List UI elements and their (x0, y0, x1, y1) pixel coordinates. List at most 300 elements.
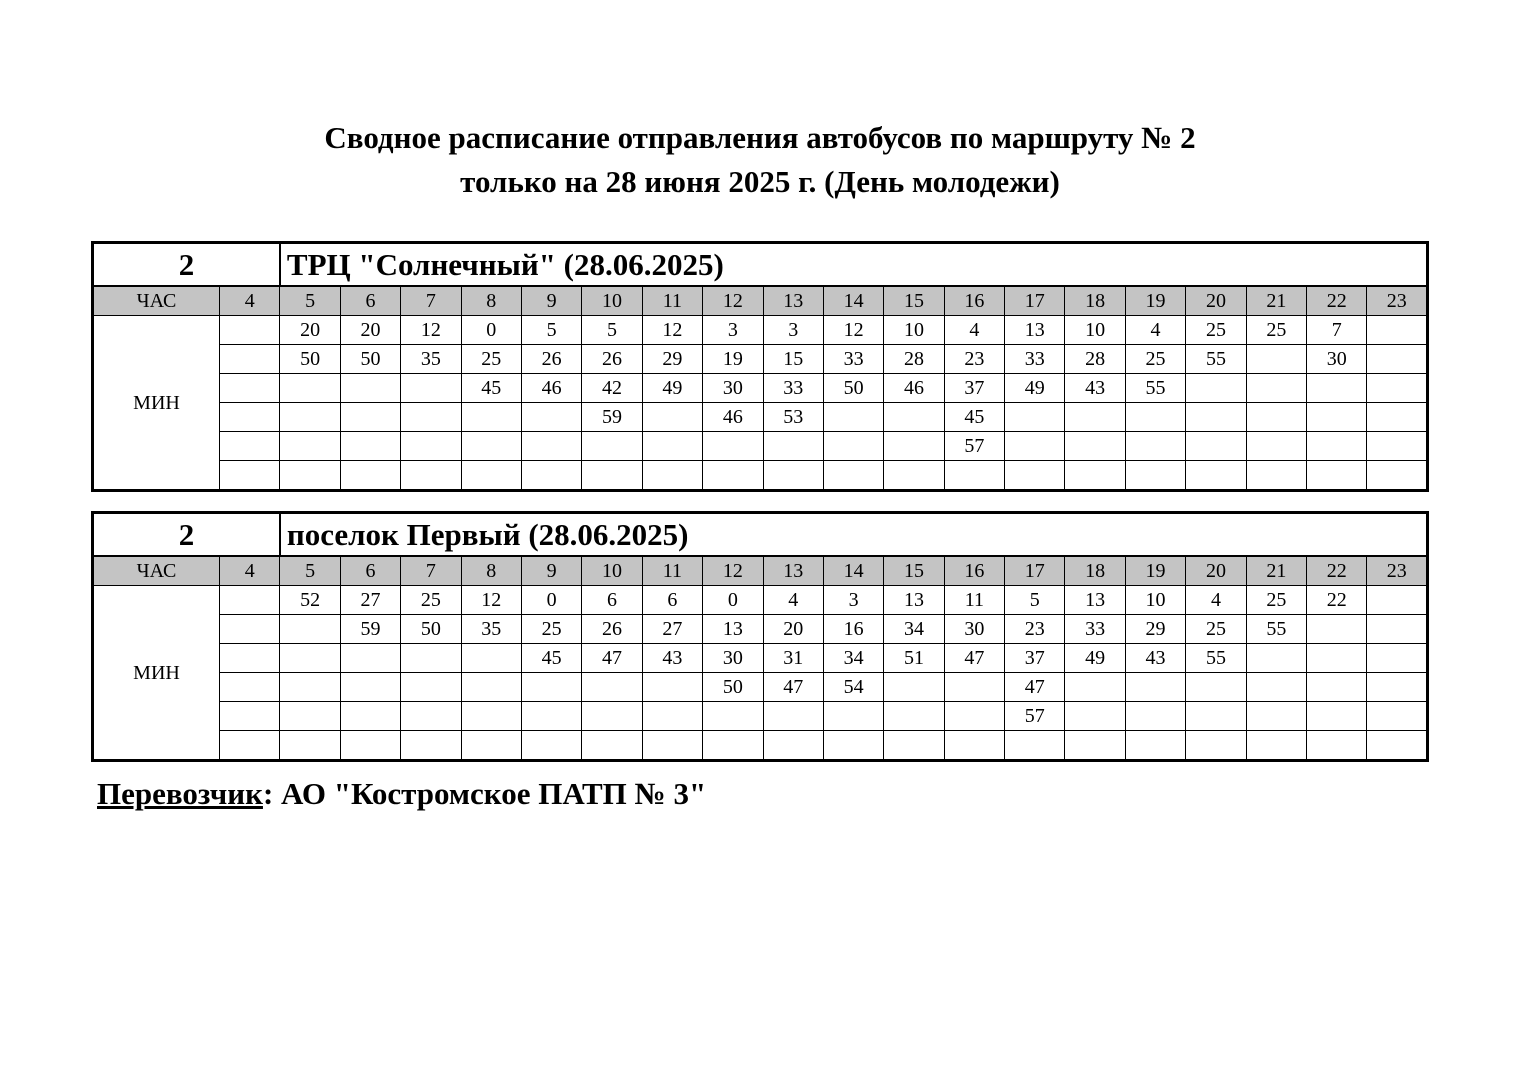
minute-cell: 0 (703, 586, 763, 615)
minute-cell: 16 (823, 615, 883, 644)
minute-cell: 46 (703, 403, 763, 432)
minute-cell: 12 (642, 316, 702, 345)
hour-cell: 18 (1065, 286, 1125, 316)
minute-cell: 47 (763, 673, 823, 702)
minute-cell (763, 461, 823, 491)
minute-cell (1246, 731, 1306, 761)
minute-cell: 29 (1125, 615, 1185, 644)
minute-cell (1367, 461, 1428, 491)
minute-cell: 7 (1307, 316, 1367, 345)
minute-cell (1307, 644, 1367, 673)
minute-cell (220, 586, 280, 615)
minute-cell: 5 (582, 316, 642, 345)
minute-cell: 23 (1005, 615, 1065, 644)
minute-cell: 15 (763, 345, 823, 374)
minute-cell (1125, 673, 1185, 702)
hour-cell: 13 (763, 556, 823, 586)
minute-cell (1246, 702, 1306, 731)
minute-cell (521, 702, 581, 731)
minute-cell: 47 (944, 644, 1004, 673)
minute-cell (461, 673, 521, 702)
minute-cell: 33 (1005, 345, 1065, 374)
hour-cell: 23 (1367, 286, 1428, 316)
minute-cell (582, 461, 642, 491)
minute-cell: 46 (521, 374, 581, 403)
minute-row (93, 731, 1428, 761)
minute-cell: 12 (461, 586, 521, 615)
minute-cell (1125, 432, 1185, 461)
minute-cell (1367, 702, 1428, 731)
minute-cell: 46 (884, 374, 944, 403)
minute-cell: 47 (1005, 673, 1065, 702)
minute-cell: 54 (823, 673, 883, 702)
minute-cell (220, 316, 280, 345)
hour-cell: 17 (1005, 286, 1065, 316)
minute-cell: 3 (703, 316, 763, 345)
hour-cell: 5 (280, 556, 340, 586)
minute-cell (521, 731, 581, 761)
minute-cell (401, 461, 461, 491)
minute-cell (401, 702, 461, 731)
minute-cell (280, 432, 340, 461)
minute-cell (823, 432, 883, 461)
minute-cell (1367, 316, 1428, 345)
minute-cell (1186, 673, 1246, 702)
minute-cell: 10 (1065, 316, 1125, 345)
minute-cell (1005, 461, 1065, 491)
minute-cell: 3 (763, 316, 823, 345)
minute-cell (401, 673, 461, 702)
minute-cell (1367, 345, 1428, 374)
hour-cell: 14 (823, 286, 883, 316)
minute-cell (1186, 461, 1246, 491)
hour-cell: 6 (340, 286, 400, 316)
hour-cell: 17 (1005, 556, 1065, 586)
hour-cell: 22 (1307, 556, 1367, 586)
stop-name: ТРЦ "Солнечный" (28.06.2025) (280, 243, 1428, 287)
minute-cell (1246, 403, 1306, 432)
minute-cell (1065, 403, 1125, 432)
minute-cell (1246, 461, 1306, 491)
minute-row (93, 345, 1428, 374)
minute-cell: 3 (823, 586, 883, 615)
minute-cell: 5 (1005, 586, 1065, 615)
minute-cell: 42 (582, 374, 642, 403)
hour-cell: 12 (703, 556, 763, 586)
minute-row (93, 316, 1428, 345)
minute-cell (461, 403, 521, 432)
minute-cell (1065, 461, 1125, 491)
hour-cell: 22 (1307, 286, 1367, 316)
minute-cell: 50 (703, 673, 763, 702)
minute-cell (521, 432, 581, 461)
hour-cell: 19 (1125, 286, 1185, 316)
schedule-table (91, 511, 1429, 762)
carrier-name: : АО "Костромское ПАТП № 3" (262, 776, 707, 811)
hour-cell: 9 (521, 286, 581, 316)
minute-cell: 27 (642, 615, 702, 644)
carrier-label: Перевозчик (97, 776, 263, 811)
minute-cell: 30 (1307, 345, 1367, 374)
minute-cell (884, 403, 944, 432)
hour-cell: 4 (220, 286, 280, 316)
minute-cell (1367, 644, 1428, 673)
hour-cell: 20 (1186, 286, 1246, 316)
minute-cell: 12 (823, 316, 883, 345)
hour-cell: 9 (521, 556, 581, 586)
minute-cell: 53 (763, 403, 823, 432)
minute-cell (1125, 403, 1185, 432)
minute-cell (340, 702, 400, 731)
minute-cell (1186, 432, 1246, 461)
minute-cell (582, 432, 642, 461)
minute-cell: 57 (1005, 702, 1065, 731)
hour-cell: 16 (944, 286, 1004, 316)
hour-cell: 23 (1367, 556, 1428, 586)
minute-cell: 13 (703, 615, 763, 644)
minute-cell: 13 (1065, 586, 1125, 615)
minute-cell: 45 (461, 374, 521, 403)
minute-row (93, 432, 1428, 461)
minute-cell (1065, 673, 1125, 702)
minute-cell (884, 731, 944, 761)
minute-cell (763, 731, 823, 761)
minute-row (93, 615, 1428, 644)
minute-row (93, 702, 1428, 731)
hour-cell: 7 (401, 556, 461, 586)
hour-cell: 6 (340, 556, 400, 586)
hour-cell: 21 (1246, 286, 1306, 316)
minute-cell: 37 (1005, 644, 1065, 673)
minute-cell (401, 644, 461, 673)
minute-cell (703, 731, 763, 761)
minute-cell: 25 (1125, 345, 1185, 374)
minute-cell: 6 (582, 586, 642, 615)
minute-cell: 28 (1065, 345, 1125, 374)
minute-row (93, 586, 1428, 615)
minute-cell (823, 403, 883, 432)
minute-cell (220, 432, 280, 461)
minute-cell: 13 (1005, 316, 1065, 345)
hour-cell: 4 (220, 556, 280, 586)
minute-cell: 25 (1186, 615, 1246, 644)
minute-cell (401, 731, 461, 761)
minute-cell (521, 673, 581, 702)
minute-cell: 25 (521, 615, 581, 644)
minute-cell (280, 403, 340, 432)
hour-cell: 10 (582, 286, 642, 316)
minute-cell (944, 702, 1004, 731)
minute-cell: 10 (884, 316, 944, 345)
hour-cell: 11 (642, 556, 702, 586)
minute-cell (944, 731, 1004, 761)
minute-cell: 57 (944, 432, 1004, 461)
minute-cell: 29 (642, 345, 702, 374)
minute-cell (763, 702, 823, 731)
minute-cell (220, 615, 280, 644)
minute-cell (220, 403, 280, 432)
minute-cell: 10 (1125, 586, 1185, 615)
minute-cell (220, 731, 280, 761)
minute-cell (340, 673, 400, 702)
minute-cell: 25 (401, 586, 461, 615)
minute-cell: 47 (582, 644, 642, 673)
minute-cell (461, 702, 521, 731)
minute-cell: 26 (521, 345, 581, 374)
minute-cell: 20 (763, 615, 823, 644)
minute-cell (1186, 731, 1246, 761)
minute-cell: 27 (340, 586, 400, 615)
minute-cell: 4 (1125, 316, 1185, 345)
minute-cell (884, 461, 944, 491)
minute-cell: 37 (944, 374, 1004, 403)
minute-cell (1005, 403, 1065, 432)
minute-cell: 49 (642, 374, 702, 403)
minute-cell (340, 403, 400, 432)
minute-cell (1186, 403, 1246, 432)
minute-row (93, 403, 1428, 432)
minute-cell: 13 (884, 586, 944, 615)
minute-cell: 6 (642, 586, 702, 615)
minute-cell (280, 374, 340, 403)
minute-cell: 12 (401, 316, 461, 345)
minute-cell (340, 461, 400, 491)
minute-cell (461, 644, 521, 673)
minute-cell: 50 (280, 345, 340, 374)
minute-cell (1065, 702, 1125, 731)
minute-cell (220, 374, 280, 403)
hour-cell: 13 (763, 286, 823, 316)
hour-cell: 8 (461, 286, 521, 316)
minute-cell: 49 (1005, 374, 1065, 403)
hour-cell: 8 (461, 556, 521, 586)
minute-cell (401, 403, 461, 432)
minute-cell (340, 731, 400, 761)
minute-cell (642, 731, 702, 761)
minute-cell (401, 374, 461, 403)
minute-cell (884, 673, 944, 702)
minute-cell: 25 (461, 345, 521, 374)
minute-cell: 20 (280, 316, 340, 345)
minute-cell (1065, 432, 1125, 461)
minute-cell (944, 461, 1004, 491)
minute-cell: 28 (884, 345, 944, 374)
minute-cell (1246, 345, 1306, 374)
minute-cell: 33 (763, 374, 823, 403)
hour-cell: 16 (944, 556, 1004, 586)
minute-cell: 43 (642, 644, 702, 673)
hour-cell: 20 (1186, 556, 1246, 586)
minute-cell: 25 (1246, 586, 1306, 615)
minute-cell (280, 702, 340, 731)
minute-cell: 25 (1246, 316, 1306, 345)
minute-cell: 43 (1125, 644, 1185, 673)
hour-cell: 10 (582, 556, 642, 586)
minute-cell: 52 (280, 586, 340, 615)
minute-cell (1307, 673, 1367, 702)
route-number: 2 (93, 513, 280, 557)
minute-cell: 34 (884, 615, 944, 644)
minute-cell (1125, 461, 1185, 491)
hour-label: ЧАС (93, 556, 220, 586)
minute-cell (642, 432, 702, 461)
hour-cell: 7 (401, 286, 461, 316)
minute-cell: 50 (823, 374, 883, 403)
minute-cell (944, 673, 1004, 702)
minute-cell: 22 (1307, 586, 1367, 615)
minute-cell: 45 (521, 644, 581, 673)
minute-cell: 45 (944, 403, 1004, 432)
schedule-table (91, 241, 1429, 492)
minute-cell (1307, 432, 1367, 461)
minute-cell (1367, 673, 1428, 702)
minute-cell (1186, 374, 1246, 403)
hour-cell: 12 (703, 286, 763, 316)
minute-cell (642, 673, 702, 702)
minute-cell (521, 461, 581, 491)
minute-cell: 35 (401, 345, 461, 374)
minute-cell (340, 432, 400, 461)
minute-cell (1307, 615, 1367, 644)
minute-cell: 59 (582, 403, 642, 432)
minute-cell (884, 702, 944, 731)
minute-cell: 30 (703, 374, 763, 403)
minute-cell: 50 (340, 345, 400, 374)
minute-label: МИН (93, 316, 220, 491)
minute-row (93, 374, 1428, 403)
minute-cell: 26 (582, 345, 642, 374)
minute-cell: 55 (1125, 374, 1185, 403)
minute-cell: 31 (763, 644, 823, 673)
minute-cell (703, 702, 763, 731)
minute-cell (1307, 403, 1367, 432)
minute-cell (280, 615, 340, 644)
minute-cell: 51 (884, 644, 944, 673)
minute-cell (1125, 731, 1185, 761)
minute-cell (1367, 731, 1428, 761)
minute-cell: 4 (944, 316, 1004, 345)
minute-cell: 33 (823, 345, 883, 374)
minute-cell: 4 (763, 586, 823, 615)
minute-cell: 55 (1186, 345, 1246, 374)
minute-cell (220, 702, 280, 731)
minute-cell (280, 731, 340, 761)
carrier-line (97, 778, 706, 809)
hour-cell: 11 (642, 286, 702, 316)
minute-cell (763, 432, 823, 461)
minute-cell (340, 374, 400, 403)
minute-cell (1367, 374, 1428, 403)
minute-cell (703, 461, 763, 491)
minute-cell (1246, 673, 1306, 702)
minute-cell (461, 731, 521, 761)
minute-cell: 5 (521, 316, 581, 345)
minute-cell (220, 345, 280, 374)
minute-cell: 59 (340, 615, 400, 644)
minute-cell (1186, 702, 1246, 731)
minute-cell (884, 432, 944, 461)
minute-cell (280, 461, 340, 491)
minute-cell (642, 461, 702, 491)
hour-cell: 15 (884, 286, 944, 316)
minute-cell (1307, 702, 1367, 731)
minute-cell (582, 673, 642, 702)
minute-cell: 33 (1065, 615, 1125, 644)
route-number: 2 (93, 243, 280, 287)
minute-cell (280, 644, 340, 673)
minute-cell (1307, 374, 1367, 403)
minute-cell: 19 (703, 345, 763, 374)
minute-cell: 25 (1186, 316, 1246, 345)
minute-cell (340, 644, 400, 673)
minute-cell (1367, 432, 1428, 461)
minute-cell: 26 (582, 615, 642, 644)
minute-cell: 23 (944, 345, 1004, 374)
minute-cell (1246, 644, 1306, 673)
minute-cell (582, 702, 642, 731)
minute-cell: 35 (461, 615, 521, 644)
minute-cell (521, 403, 581, 432)
hour-cell: 15 (884, 556, 944, 586)
minute-cell (1367, 403, 1428, 432)
hour-cell: 14 (823, 556, 883, 586)
minute-cell (1367, 615, 1428, 644)
minute-row (93, 644, 1428, 673)
minute-cell (582, 731, 642, 761)
minute-cell (1125, 702, 1185, 731)
minute-cell: 43 (1065, 374, 1125, 403)
minute-cell: 50 (401, 615, 461, 644)
minute-cell (1367, 586, 1428, 615)
minute-cell (1307, 461, 1367, 491)
minute-cell (461, 461, 521, 491)
minute-cell (642, 403, 702, 432)
minute-row (93, 461, 1428, 491)
minute-cell (823, 702, 883, 731)
minute-cell: 34 (823, 644, 883, 673)
hour-cell: 21 (1246, 556, 1306, 586)
minute-cell (642, 702, 702, 731)
minute-cell (220, 644, 280, 673)
minute-cell: 55 (1186, 644, 1246, 673)
page-subtitle: только на 28 июня 2025 г. (День молодежи) (460, 164, 1060, 199)
minute-cell: 11 (944, 586, 1004, 615)
minute-cell (1065, 731, 1125, 761)
minute-row (93, 673, 1428, 702)
minute-cell (1246, 374, 1306, 403)
minute-label: МИН (93, 586, 220, 761)
minute-cell (1307, 731, 1367, 761)
minute-cell (461, 432, 521, 461)
hour-cell: 18 (1065, 556, 1125, 586)
minute-cell: 30 (703, 644, 763, 673)
minute-cell: 4 (1186, 586, 1246, 615)
minute-cell: 49 (1065, 644, 1125, 673)
hour-cell: 19 (1125, 556, 1185, 586)
minute-cell: 30 (944, 615, 1004, 644)
hour-cell: 5 (280, 286, 340, 316)
minute-cell: 0 (521, 586, 581, 615)
minute-cell (1005, 731, 1065, 761)
stop-name: поселок Первый (28.06.2025) (280, 513, 1428, 557)
minute-cell: 0 (461, 316, 521, 345)
minute-cell (823, 461, 883, 491)
minute-cell (220, 461, 280, 491)
minute-cell (823, 731, 883, 761)
minute-cell (1005, 432, 1065, 461)
minute-cell (401, 432, 461, 461)
hour-label: ЧАС (93, 286, 220, 316)
